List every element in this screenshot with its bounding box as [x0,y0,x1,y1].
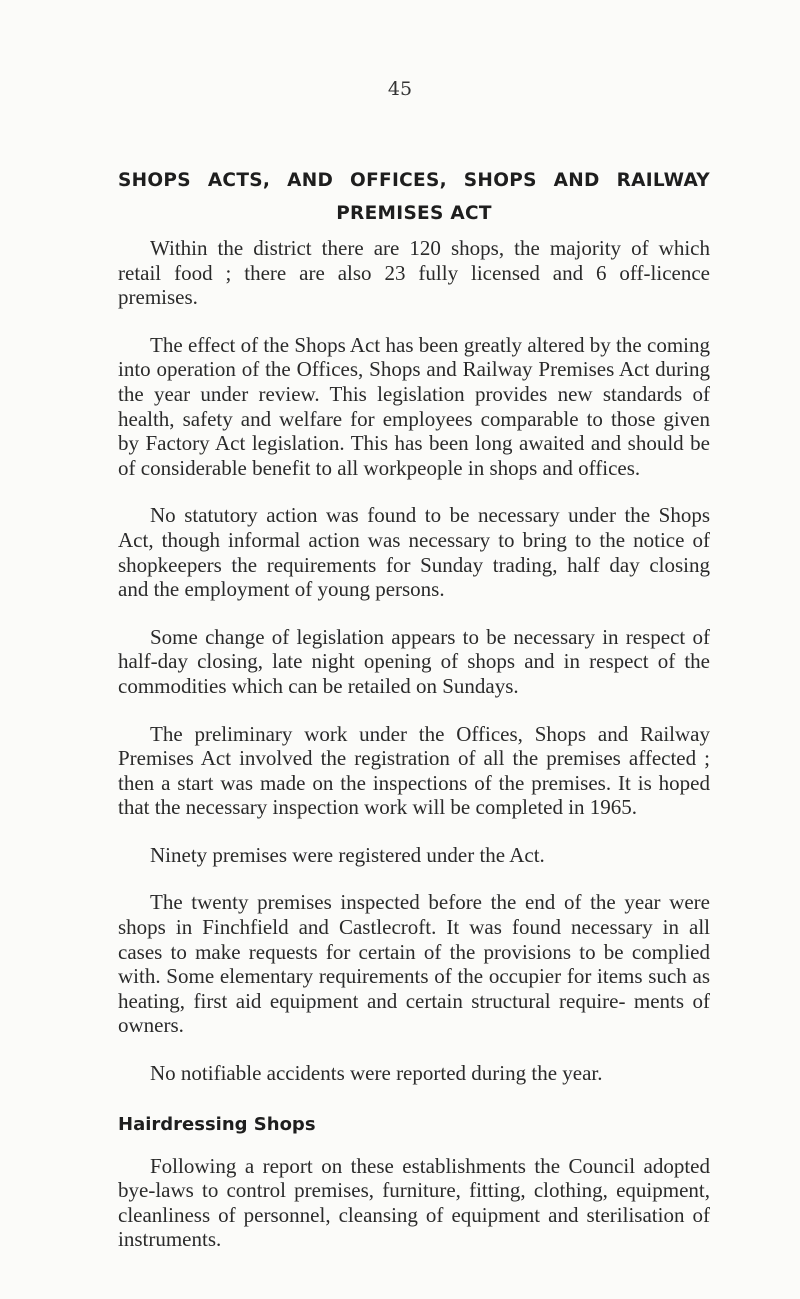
paragraph-preliminary-work: The preliminary work under the Offices, Shops and Railway Premises Act involved the registration of all the premises affected ; then a start was made on the inspections of the premises. It is hoped that the necessary inspection work will be completed in 1965. [118,721,710,820]
paragraph-shop-count: Within the district there are 120 shops, the majority of which retail food ; there are also 23 fully licensed and 6 off-licence premises. [118,236,710,310]
paragraph-legislation-change: Some change of legislation appears to be necessary in respect of half-day closing, late night opening of shops and in respect of the commodities which can be retailed on Sundays. [118,624,710,698]
section-title [118,164,710,230]
paragraph-hairdressing: Following a report on these establishments the Council adopted bye-laws to control premises, furniture, fitting, clothing, equipment, cleanliness of personnel, cleansing of equipment and sterilisation of instruments. [118,1153,710,1252]
section-title-line-2: PREMISES ACT [336,203,492,224]
body-text [118,236,710,1275]
paragraph-statutory-action: No statutory action was found to be necessary under the Shops Act, though informal action was necessary to bring to the notice of shopkeepers the requirements for Sunday trading, half day closing and the employment of young persons. [118,503,710,602]
paragraph-shops-act-effect: The effect of the Shops Act has been greatly altered by the coming into operation of the Offices, Shops and Railway Premises Act during the year under review. This legislation provides new standards of health, safety and welfare for employees comparable to those given by Factory Act legislation. This has been long awaited and should be of considerable benefit to all workpeople in shops and offices. [118,332,710,480]
paragraph-inspections: The twenty premises inspected before the end of the year were shops in Finchfield and Castlecroft. It was found necessary in all cases to make requests for certain of the provisions to be complied with. Some elementary requirements of the occupier for items such as heating, first aid equipment and certain structural require- ments of owners. [118,890,710,1038]
paragraph-premises-registered: Ninety premises were registered under the Act. [150,842,545,867]
section-title-line-1: SHOPS ACTS, AND OFFICES, SHOPS AND RAILWAY [118,170,710,191]
page-number: 45 [387,78,413,100]
hairdressing-heading: Hairdressing Shops [118,1113,316,1135]
paragraph-accidents: No notifiable accidents were reported during the year. [150,1061,603,1086]
